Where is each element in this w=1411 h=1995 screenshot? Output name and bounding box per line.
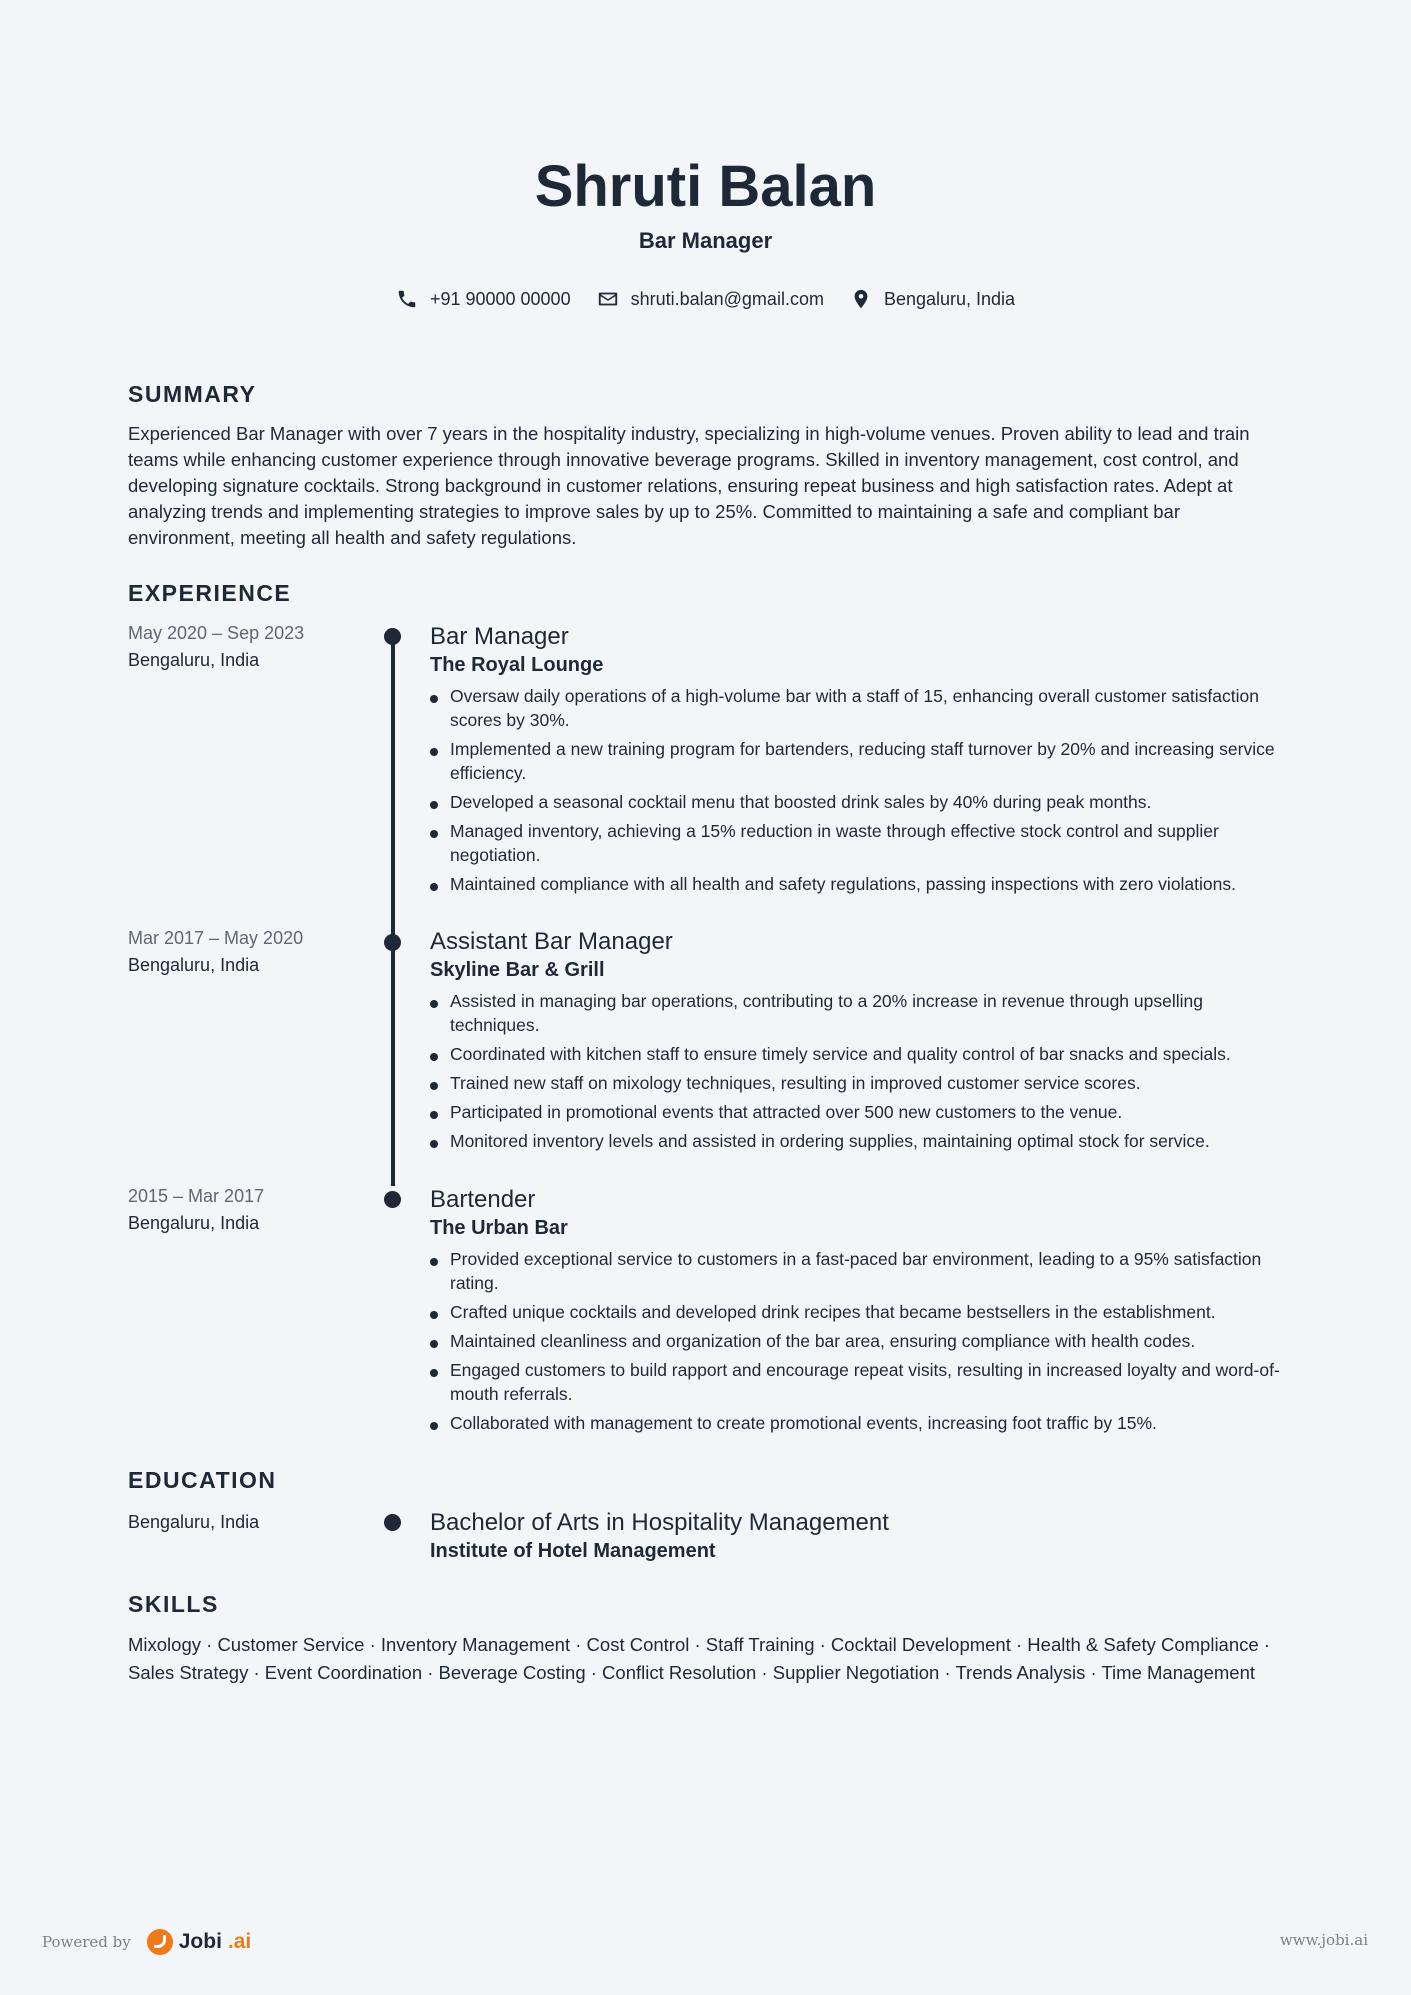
job-3-role: Bartender <box>430 1186 536 1213</box>
education-entry <box>430 1508 1280 1564</box>
footer-website-link[interactable]: www.jobi.ai <box>1279 1931 1368 1949</box>
education-heading: EDUCATION <box>128 1467 277 1493</box>
summary-heading: SUMMARY <box>128 381 257 407</box>
contact-row <box>0 285 1411 313</box>
logo-suffix-text: .ai <box>227 1930 252 1953</box>
job-3-dates: 2015 – Mar 2017 <box>128 1186 265 1206</box>
job-3-location: Bengaluru, India <box>128 1213 260 1233</box>
job-2-meta <box>128 925 378 979</box>
job-1-location: Bengaluru, India <box>128 650 260 670</box>
job-1-role: Bar Manager <box>430 623 569 650</box>
contact-email[interactable] <box>597 285 824 313</box>
logo-main-text: Jobi <box>178 1930 222 1953</box>
timeline-dot <box>384 934 401 951</box>
experience-heading: EXPERIENCE <box>128 580 292 606</box>
job-3 <box>430 1185 1280 1440</box>
footer-powered-by <box>42 1929 251 1955</box>
list-item: Engaged customers to build rapport and encourage repeat visits, resulting in increased loyalty and word-of-mouth referrals. <box>430 1358 1280 1406</box>
email-icon <box>597 288 619 310</box>
phone-number: +91 90000 00000 <box>429 289 571 309</box>
job-2-location: Bengaluru, India <box>128 955 260 975</box>
education-degree: Bachelor of Arts in Hospitality Management <box>430 1509 889 1536</box>
powered-by-label: Powered by <box>42 1933 131 1951</box>
timeline-line <box>391 638 395 1186</box>
timeline-dot <box>384 1191 401 1208</box>
email-address: shruti.balan@gmail.com <box>630 289 824 309</box>
job-2-dates: Mar 2017 – May 2020 <box>128 928 304 948</box>
education-meta <box>128 1509 378 1536</box>
job-1-meta <box>128 620 378 674</box>
job-3-bullets <box>430 1247 1280 1435</box>
job-3-meta <box>128 1183 378 1237</box>
contact-phone[interactable] <box>396 285 571 313</box>
list-item: Developed a seasonal cocktail menu that boosted drink sales by 40% during peak months. <box>430 790 1280 814</box>
list-item: Maintained compliance with all health and safety regulations, passing inspections with zero violations. <box>430 872 1280 896</box>
education-location: Bengaluru, India <box>128 1512 260 1532</box>
list-item: Collaborated with management to create promotional events, increasing foot traffic by 15%. <box>430 1411 1280 1435</box>
summary-text: Experienced Bar Manager with over 7 years in the hospitality industry, specializing in high-volume venues. Proven ability to lead and train teams while enhancing customer experience through innovative beverage programs. Skilled in inventory management, cost control, and developing signature cocktails. Strong background in customer relations, ensuring repeat business and high satisfaction rates. Adept at analyzing trends and implementing strategies to improve sales by up to 25%. Committed to maintaining a safe and compliant bar environment, meeting all health and safety regulations. <box>128 423 1250 548</box>
job-1-company: The Royal Lounge <box>430 654 604 676</box>
education-institution: Institute of Hotel Management <box>430 1540 716 1562</box>
list-item: Implemented a new training program for bartenders, reducing staff turnover by 20% and increasing service efficiency. <box>430 737 1280 785</box>
candidate-title: Bar Manager <box>638 228 773 253</box>
candidate-name: Shruti Balan <box>534 154 877 219</box>
location-text: Bengaluru, India <box>883 289 1016 309</box>
timeline-dot <box>384 1514 401 1531</box>
list-item: Managed inventory, achieving a 15% reduction in waste through effective stock control and supplier negotiation. <box>430 819 1280 867</box>
contact-location <box>850 285 1015 313</box>
job-3-company: The Urban Bar <box>430 1217 568 1239</box>
job-1-dates: May 2020 – Sep 2023 <box>128 623 305 643</box>
job-2-bullets <box>430 989 1280 1153</box>
list-item: Trained new staff on mixology techniques, resulting in improved customer service scores. <box>430 1071 1280 1095</box>
list-item: Assisted in managing bar operations, contributing to a 20% increase in revenue through upselling techniques. <box>430 989 1280 1037</box>
list-item: Oversaw daily operations of a high-volume bar with a staff of 15, enhancing overall customer satisfaction scores by 30%. <box>430 684 1280 732</box>
skills-heading: SKILLS <box>128 1591 219 1617</box>
job-2-role: Assistant Bar Manager <box>430 928 673 955</box>
list-item: Monitored inventory levels and assisted in ordering supplies, maintaining optimal stock for service. <box>430 1129 1280 1153</box>
timeline-dot <box>384 628 401 645</box>
job-1 <box>430 622 1280 901</box>
list-item: Participated in promotional events that attracted over 500 new customers to the venue. <box>430 1100 1280 1124</box>
phone-icon <box>396 288 418 310</box>
list-item: Crafted unique cocktails and developed drink recipes that became bestsellers in the establishment. <box>430 1300 1280 1324</box>
job-2-company: Skyline Bar & Grill <box>430 959 605 981</box>
location-pin-icon <box>850 288 872 310</box>
skills-list: Mixology · Customer Service · Inventory Management · Cost Control · Staff Training · Cocktail Development · Health & Safety Compliance · Sales Strategy · Event Coordination · Beverage Costing · Conflict Resolution · Supplier Negotiation · Trends Analysis · Time Management <box>128 1634 1270 1683</box>
job-1-bullets <box>430 684 1280 896</box>
job-2 <box>430 927 1280 1158</box>
jobi-logo-icon <box>147 1929 173 1955</box>
list-item: Provided exceptional service to customers in a fast-paced bar environment, leading to a 95% satisfaction rating. <box>430 1247 1280 1295</box>
jobi-logo[interactable] <box>147 1929 252 1955</box>
list-item: Coordinated with kitchen staff to ensure timely service and quality control of bar snacks and specials. <box>430 1042 1280 1066</box>
list-item: Maintained cleanliness and organization of the bar area, ensuring compliance with health codes. <box>430 1329 1280 1353</box>
